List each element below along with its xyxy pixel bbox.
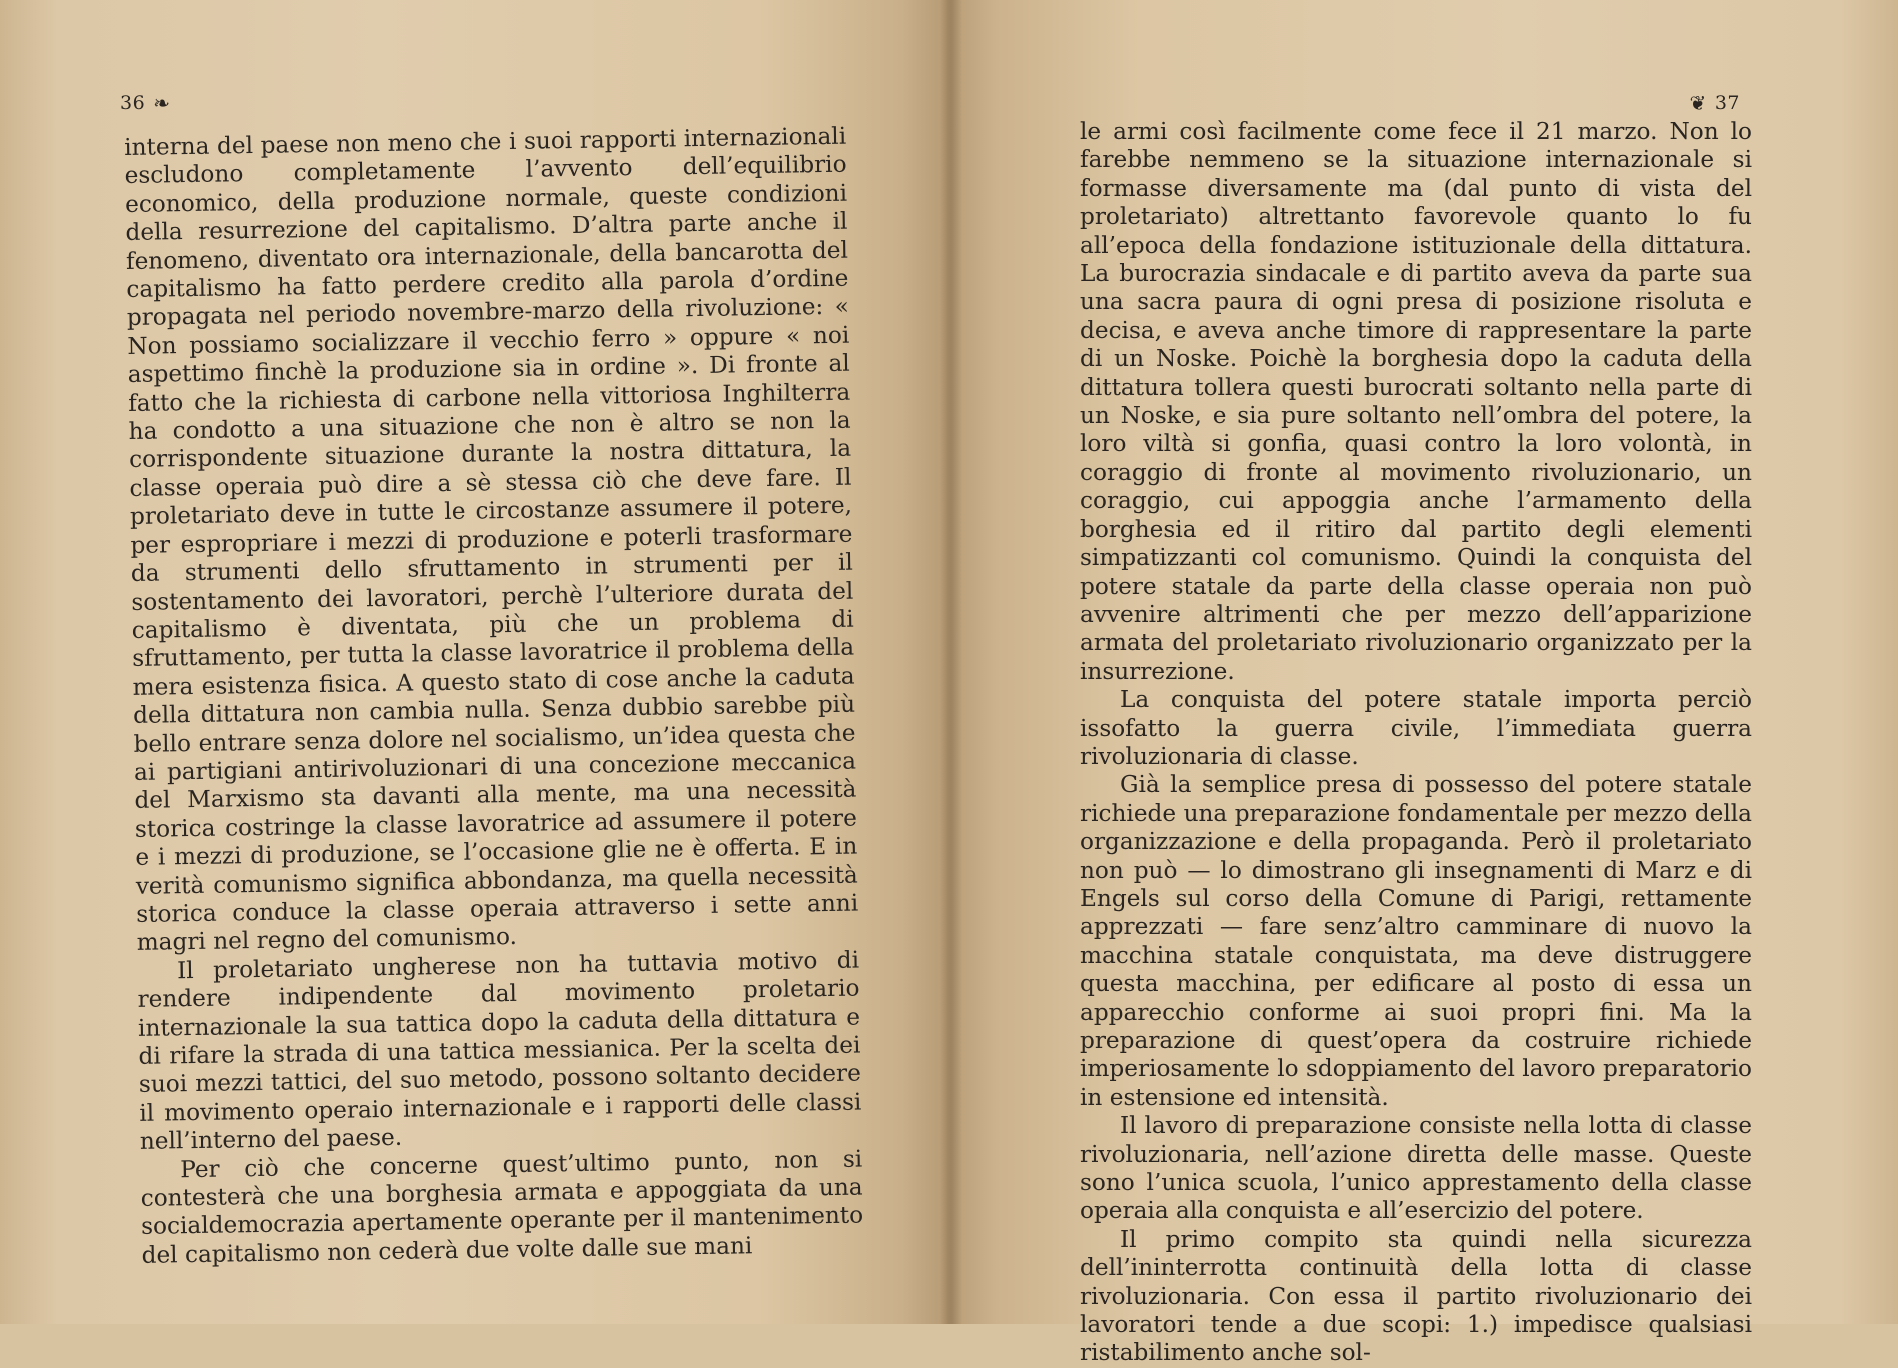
- right-page-text: [1080, 118, 1752, 1368]
- fleuron-ornament-icon: ❦: [1689, 91, 1707, 115]
- paragraph: Il primo compito sta quindi nella sicurezza dell’ininterrotta continuità della lotta di classe rivoluzionaria. Con essa il partito rivoluzionario dei lavoratori tende a due scopi: 1.) impedisce qualsiasi ristabilimento anche sol-: [1080, 1225, 1752, 1367]
- paragraph: le armi così facilmente come fece il 21 marzo. Non lo farebbe nemmeno se la situazione internazionale si formasse diversamente ma (dal punto di vista del proletariato) altrettanto favorevole quanto lo fu all’epoca della fondazione istituzionale della dittatura. La burocrazia sindacale e di partito aveva da parte sua una sacra paura di ogni presa di posizione risoluta e decisa, e aveva anche timore di rappresentare la parte di un Noske. Poichè la borghesia dopo la caduta della dittatura tollera questi burocrati soltanto nella parte di un Noske, e sia pure soltanto nell’ombra del potere, la loro viltà si gonfia, quasi contro la loro volontà, in coraggio di fronte al movimento rivoluzionario, un coraggio, cui appoggia anche l’armamento della borghesia ed il ritiro dal partito degli elementi simpatizzanti col comunismo. Quindi la conquista del potere statale da parte della classe operaia non può avvenire altrimenti che per mezzo dell’apparizione armata del proletariato rivoluzionario organizzato per la insurrezione.: [1080, 118, 1752, 685]
- paragraph: La conquista del potere statale importa perciò issofatto la guerra civile, l’immediata guerra rivoluzionaria di classe.: [1080, 686, 1752, 770]
- right-page-header: [1690, 92, 1740, 114]
- right-page-number: 37: [1714, 92, 1740, 114]
- paragraph: Per ciò che concerne quest’ultimo punto, non si contesterà che una borghesia armata e appoggiata da una socialdemocrazia apertamente operante per il mantenimento del capitalismo non cederà due volte dalle sue mani: [140, 1145, 864, 1269]
- left-page-number: 36: [120, 92, 146, 114]
- paragraph: Il proletariato ungherese non ha tuttavia motivo di rendere indipendente dal movimento proletario internazionale la sua tattica dopo la caduta della dittatura e di rifare la strada di una tattica messianica. Per la scelta dei suoi mezzi tattici, del suo metodo, possono soltanto decidere il movimento operaio internazionale e i rapporti delle classi nell’interno del paese.: [137, 946, 862, 1156]
- paragraph: Il lavoro di preparazione consiste nella lotta di classe rivoluzionaria, nell’azione diretta delle masse. Queste sono l’unica scuola, l’unico apprestamento della classe operaia alla conquista e all’esercizio del potere.: [1080, 1112, 1752, 1225]
- left-page-text: [124, 123, 864, 1270]
- left-page-header: [120, 92, 170, 114]
- left-page: [0, 0, 949, 1324]
- paragraph: interna del paese non meno che i suoi rapporti internazionali escludono completamente l’avvento dell’equilibrio economico, della produzione normale, queste condizioni della resurrezione del capitalismo. D’altra parte anche il fenomeno, diventato ora internazionale, della bancarotta del capitalismo ha fatto perdere credito alla parola d’ordine propagata nel periodo novembre-marzo della rivoluzione: « Non possiamo socializzare il vecchio ferro » oppure « noi aspettimo finchè la produzione sia in ordine ». Di fronte al fatto che la richiesta di carbone nella vittoriosa Inghilterra ha condotto a una situazione che non è altro se non la corrispondente situazione durante la nostra dittatura, la classe operaia può dire a sè stessa ciò che deve fare. Il proletariato deve in tutte le circostanze assumere il potere, per espropriare i mezzi di produzione e poterli trasformare da strumenti dello sfruttamento in strumenti per il sostentamento dei lavoratori, perchè l’ulteriore durata del capitalismo è diventata, più che un problema di sfruttamento, per tutta la classe lavoratrice il problema della mera esistenza fisica. A questo stato di cose anche la caduta della dittatura non cambia nulla. Senza dubbio sarebbe più bello entrare senza dolore nel socialismo, un’idea questa che ai partigiani antirivoluzionari di una concezione meccanica del Marxismo sta davanti alla mente, ma una necessità storica costringe la classe lavoratrice ad assumere il potere e i mezzi di produzione, se l’occasione glie ne è offerta. E in verità comunismo significa abbondanza, ma quella necessità storica conduce la classe operaia attraverso i sette anni magri nel regno del comunismo.: [124, 122, 859, 957]
- paragraph: Già la semplice presa di possesso del potere statale richiede una preparazione fondamentale per mezzo della organizzazione e della propaganda. Però il proletariato non può — lo dimostrano gli insegnamenti di Marz e di Engels sul corso della Comune di Parigi, rettamente apprezzati — fare senz’altro camminare di nuovo la macchina statale conquistata, ma deve distruggere questa macchina, per edificare al posto di essa un apparecchio conforme ai suoi propri fini. Ma la preparazione di quest’opera da costruire richiede imperiosamente lo sdoppiamento del lavoro preparatorio in estensione ed intensità.: [1080, 771, 1752, 1111]
- fleuron-ornament-icon: ❧: [153, 91, 171, 115]
- right-page: [949, 0, 1898, 1367]
